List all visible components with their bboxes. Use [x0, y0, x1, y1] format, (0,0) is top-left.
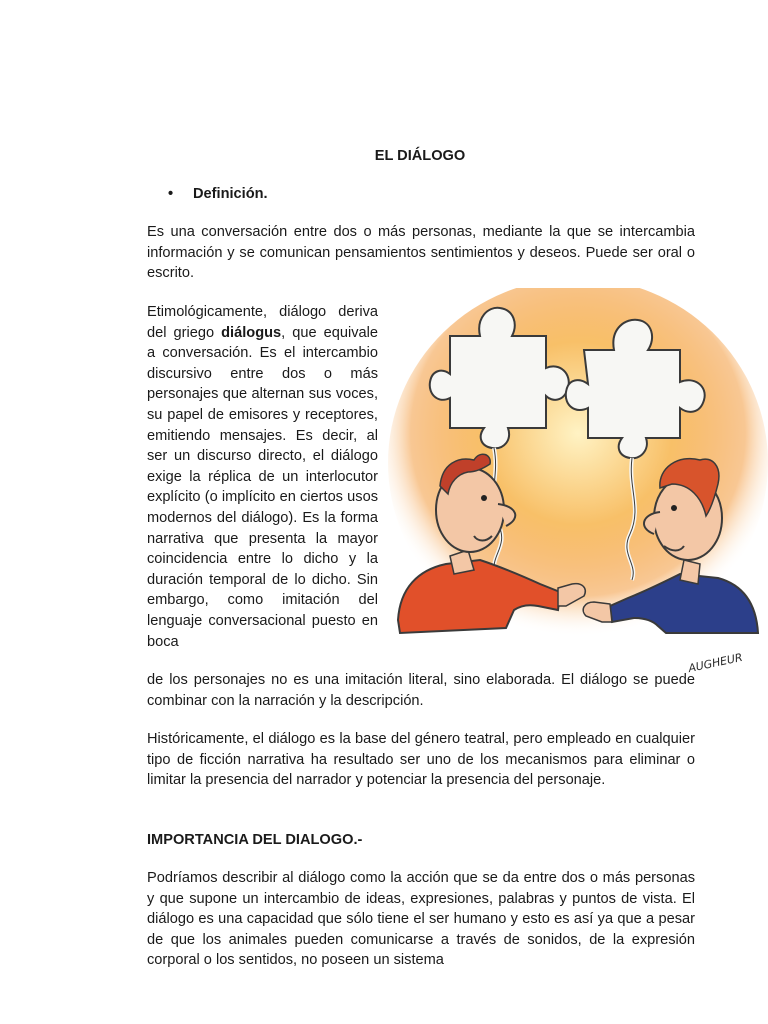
- dialogue-cartoon-illustration: [388, 288, 768, 680]
- paragraph-definition: Es una conversación entre dos o más personas, mediante la que se intercambia información y se comunican pensamientos sentimientos y deseos. Puede ser oral o escrito.: [147, 224, 695, 282]
- etymology-bold-word: diálogus: [221, 324, 282, 341]
- illustrator-signature: AUGHEUR: [687, 650, 744, 676]
- etymology-text-end: , que equivale a conversación. Es el intercambio discursivo entre dos o más personajes que alternan sus voces, su papel de emisores y receptores, emitiendo mensajes. Es decir, al ser un discurso directo, el diálogo exige la réplica de un interlocutor explícito (o implícito en ciertos usos modernos del diálogo). Es la forma narrativa que presenta la mayor coincidencia entre lo dicho y la duración temporal de lo dicho. Sin embargo, como imitación del lenguaje conversacional puesto en boca: [147, 324, 378, 650]
- paragraph-etymology: [147, 302, 378, 652]
- bullet-marker: •: [168, 186, 174, 202]
- paragraph-importance: Podríamos describir al diálogo como la acción que se da entre dos o más personas y que supone un intercambio de ideas, expresiones, palabras y puntos de vista. El diálogo es una capacidad que sólo tiene el ser humano y esto es así ya que a pesar de que los animales pueden comunicarse a través de sonidos, de la expresión corporal o los sentidos, no poseen un sistema: [147, 870, 695, 969]
- paragraph-history: Históricamente, el diálogo es la base del género teatral, pero empleado en cualquier tipo de ficción narrativa ha resultado ser uno de los mecanismos para eliminar o limitar la presencia del narrador y potenciar la presencia del personaje.: [147, 731, 695, 789]
- section-heading-importance: IMPORTANCIA DEL DIALOGO.-: [147, 832, 363, 848]
- page-title: EL DIÁLOGO: [374, 148, 466, 164]
- etymology-text-start: Etimológicamente, diálogo deriva del griego: [147, 304, 378, 341]
- paragraph-etymology-continuation: de los personajes no es una imitación literal, sino elaborada. El diálogo se puede combinar con la narración y la descripción.: [147, 672, 695, 709]
- bullet-label: Definición.: [193, 186, 268, 202]
